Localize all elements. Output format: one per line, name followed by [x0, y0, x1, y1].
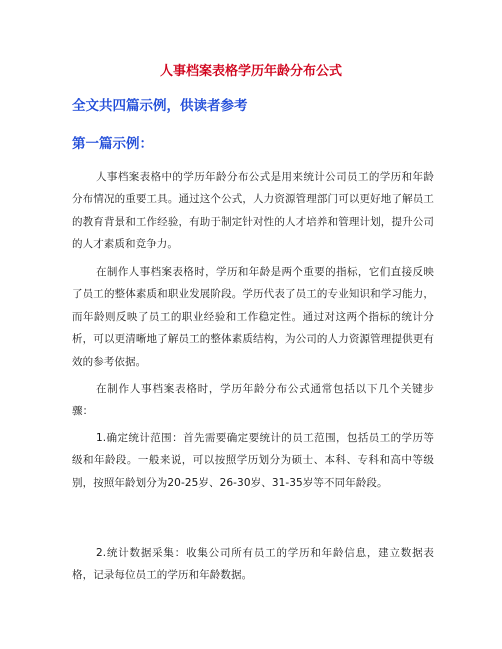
paragraph-intro: 人事档案表格中的学历年龄分布公式是用来统计公司员工的学历和年龄分布情况的重要工具。通过这个公式，人力资源管理部门可以更好地了解员工的教育背景和工作经验，有助于制定针对性的人才培养和管理计划，提升公司的人才素质和竞争力。 [72, 171, 434, 251]
paragraph-indicators: 在制作人事档案表格时，学历和年龄是两个重要的指标，它们直接反映了员工的整体素质和职业发展阶段。学历代表了员工的专业知识和学习能力，而年龄则反映了员工的职业经验和工作稳定性。通过对这两个指标的统计分析，可以更清晰地了解员工的整体素质结构，为公司的人力资源管理提供更有效的参考依据。 [72, 266, 434, 368]
paragraph-step-2: 2.统计数据采集：收集公司所有员工的学历和年龄信息，建立数据表格，记录每位员工的学历和年龄数据。 [72, 547, 434, 582]
document-title: 人事档案表格学历年龄分布公式 [159, 64, 342, 79]
document-subtitle: 全文共四篇示例，供读者参考 [72, 98, 248, 114]
section-heading: 第一篇示例： [72, 136, 153, 152]
paragraph-step-1: 1.确定统计范围：首先需要确定要统计的员工范围，包括员工的学历等级和年龄段。一般来说，可以按照学历划分为硕士、本科、专科和高中等级别，按照年龄划分为20-25岁、26-30岁、31-35岁等不同年龄段。 [72, 432, 434, 489]
paragraph-steps-intro: 在制作人事档案表格时，学历年龄分布公式通常包括以下几个关键步骤： [72, 383, 434, 418]
